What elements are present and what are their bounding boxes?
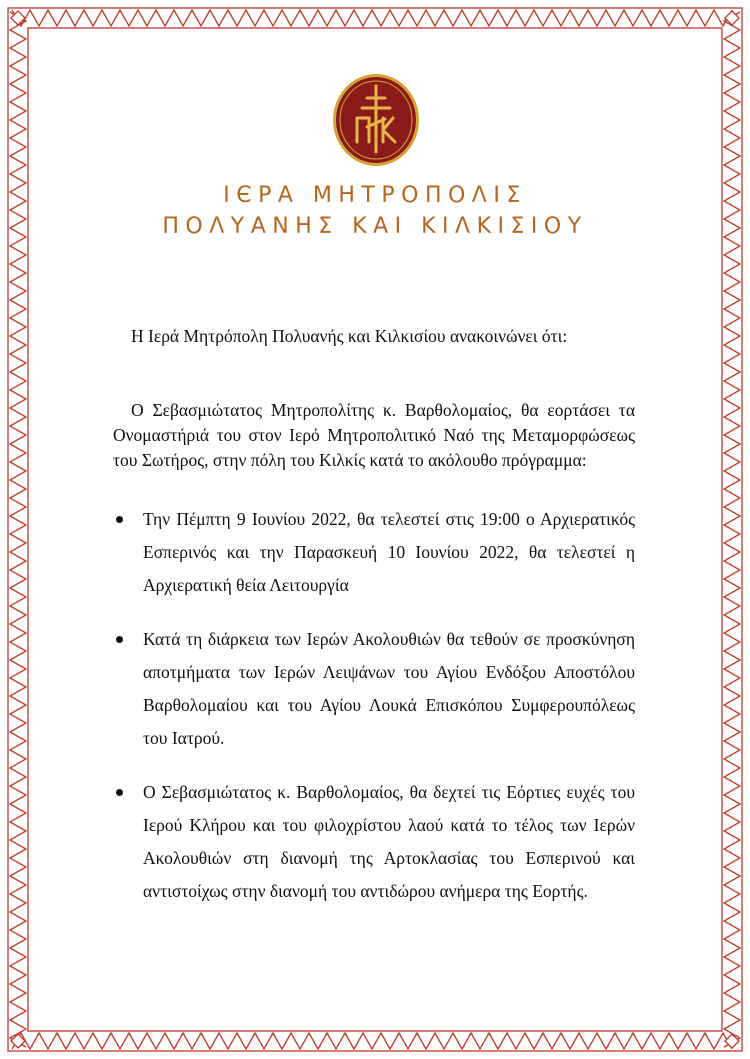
cross-monogram-seal-icon: [331, 72, 421, 168]
bullet-icon: [116, 636, 123, 643]
schedule-list: [113, 503, 635, 908]
intro-paragraph: [113, 324, 635, 349]
list-item-text: Κατά τη διάρκεια των Ιερών Ακολουθιών θα τεθούν σε προσκύνηση αποτμήματα των Ιερών Λειψάνων του Αγίου Ενδόξου Αποστόλου Βαρθολομαίου και του Αγίου Λουκά Επισκόπου Συμφερουπόλεως του Ιατρού.: [143, 629, 635, 748]
announcement-text: Ο Σεβασμιώτατος Μητροπολίτης κ. Βαρθολομαίος, θα εορτάσει τα Ονομαστήριά του στον Ιερό Μητροπολιτικό Ναό της Μεταμορφώσεως του Σωτήρος, στην πόλη του Κιλκίς κατά το ακόλουθο πρόγραμμα:: [113, 400, 635, 470]
header-line-2: ΠΟΛΥΑΝΗΣ ΚΑΙ ΚΙΛΚΙΣΙΟΥ: [162, 214, 588, 239]
intro-text: Η Ιερά Μητρόπολη Πολυανής και Κιλκισίου ανακοινώνει ότι:: [131, 326, 568, 346]
list-item: [113, 623, 635, 755]
announcement-paragraph: [113, 398, 635, 473]
list-item-text: Ο Σεβασμιώτατος κ. Βαρθολομαίος, θα δεχτεί τις Εόρτιες ευχές του Ιερού Κλήρου και του φιλοχρίστου λαού κατά το τέλος των Ιερών Ακολουθιών στη διανομή της Αρτοκλασίας του Εσπερινού και αντιστοίχως στην διανομή του αντιδώρου ανήμερα της Εορτής.: [143, 782, 635, 901]
bullet-icon: [116, 516, 123, 523]
list-item: [113, 776, 635, 908]
header-line-1: ΙЄΡΑ ΜΗΤΡΟΠΟΛΙΣ: [223, 183, 527, 208]
list-item-text: Την Πέμπτη 9 Ιουνίου 2022, θα τελεστεί στις 19:00 ο Αρχιερατικός Εσπερινός και την Παρασκευή 10 Ιουνίου 2022, θα τελεστεί η Αρχιερατική θεία Λειτουργία: [143, 509, 635, 595]
list-item: [113, 503, 635, 602]
bullet-icon: [116, 789, 123, 796]
